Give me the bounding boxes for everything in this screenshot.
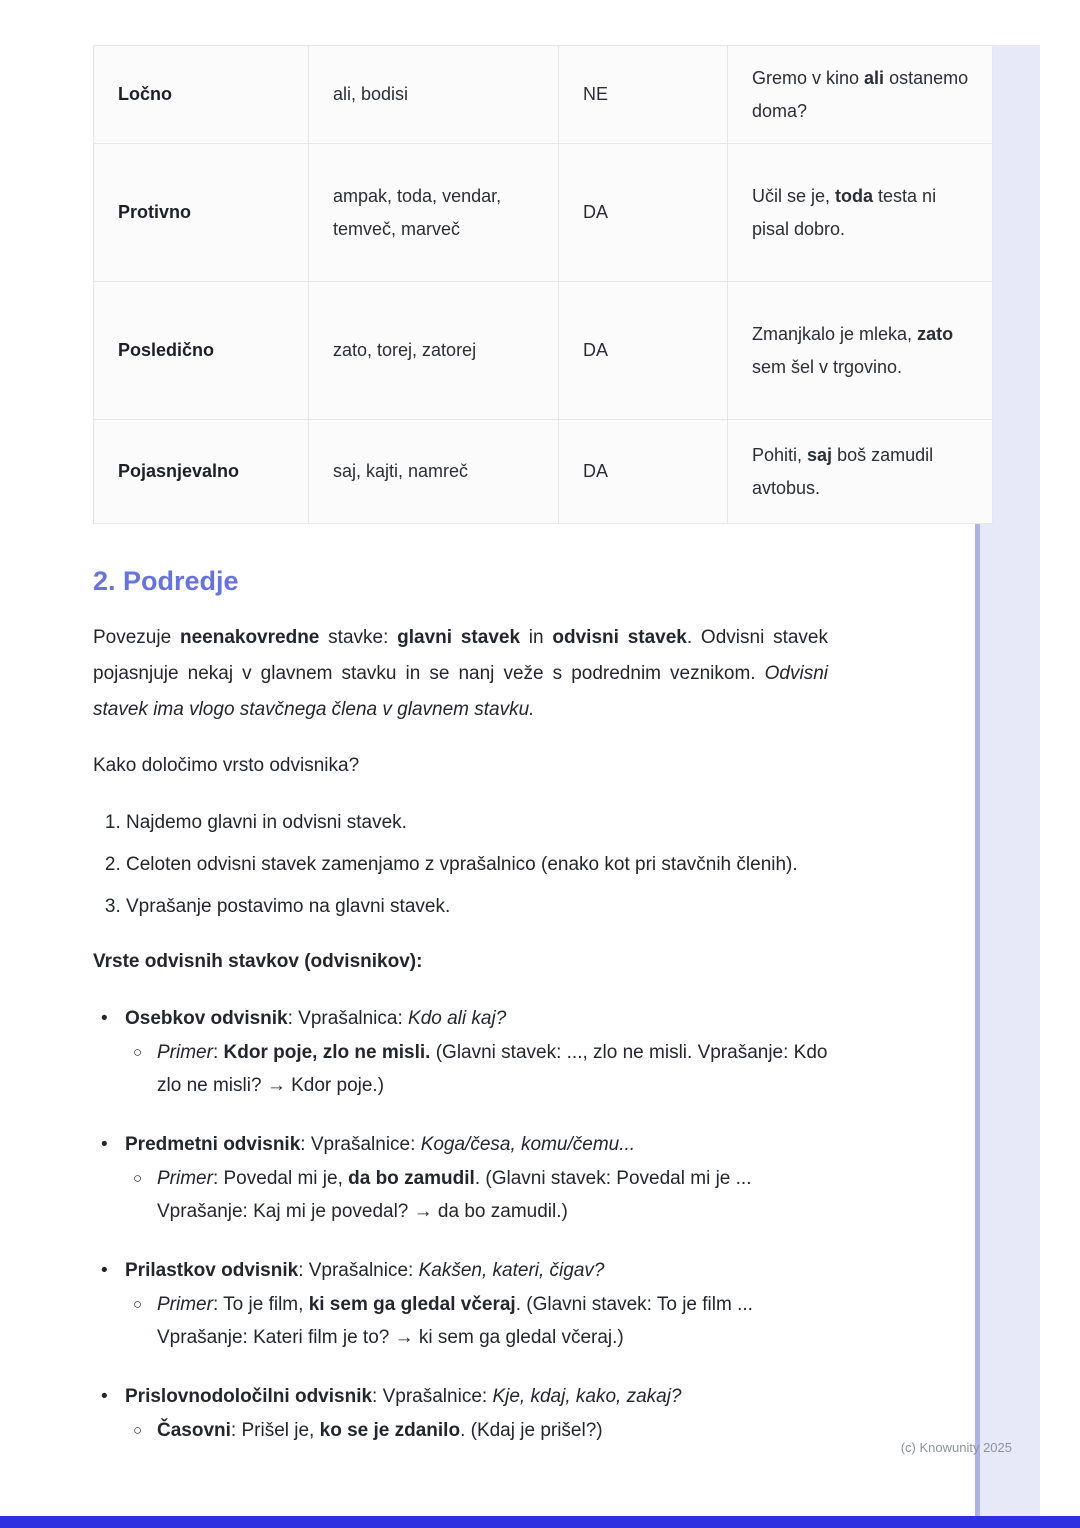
type-main-text: Predmetni odvisnik: Vprašalnice: Koga/česa, komu/čemu... xyxy=(125,1134,636,1155)
conjunction-type-cell: Posledično xyxy=(94,282,309,420)
type-main-line xyxy=(93,1128,828,1161)
comma-cell: DA xyxy=(559,144,728,282)
conjunction-type-cell: Ločno xyxy=(94,46,309,144)
type-example-line xyxy=(93,1162,828,1228)
type-example-text: Časovni: Prišel je, ko se je zdanilo. (Kdaj je prišel?) xyxy=(157,1420,603,1441)
example-cell: Zmanjkalo je mleka, zato sem šel v trgovino. xyxy=(728,282,993,420)
type-main-text: Osebkov odvisnik: Vprašalnica: Kdo ali kaj? xyxy=(125,1008,507,1029)
list-item xyxy=(93,1128,828,1228)
type-main-line xyxy=(93,1380,828,1413)
example-cell: Pohiti, saj boš zamudil avtobus. xyxy=(728,420,993,524)
list-item xyxy=(93,1380,828,1447)
list-item xyxy=(93,1254,828,1354)
comma-cell: NE xyxy=(559,46,728,144)
type-example-line xyxy=(93,1414,828,1447)
type-example-text: Primer: To je film, ki sem ga gledal včeraj. (Glavni stavek: To je film ... Vprašanje: Kateri film je to? → ki sem ga gledal včeraj.) xyxy=(157,1294,753,1348)
conjunction-words-cell: ampak, toda, vendar, temveč, marveč xyxy=(309,144,559,282)
table-row xyxy=(94,282,993,420)
table-row xyxy=(94,420,993,524)
step-item: 2. Celoten odvisni stavek zamenjamo z vprašalnico (enako kot pri stavčnih členih). xyxy=(126,848,828,882)
list-item xyxy=(93,1002,828,1102)
watermark: (c) Knowunity 2025 xyxy=(900,1440,1012,1455)
type-main-line xyxy=(93,1254,828,1287)
type-example-text: Primer: Povedal mi je, da bo zamudil. (Glavni stavek: Povedal mi je ... Vprašanje: Kaj mi je povedal? → da bo zamudil.) xyxy=(157,1168,752,1222)
bottom-accent-bar xyxy=(0,1516,1080,1528)
type-main-line xyxy=(93,1002,828,1035)
section-heading: 2. Podredje xyxy=(93,566,239,596)
type-example-text: Primer: Kdor poje, zlo ne misli. (Glavni stavek: ..., zlo ne misli. Vprašanje: Kdo zlo ne misli? → Kdor poje.) xyxy=(157,1042,828,1096)
step-item: 1. Najdemo glavni in odvisni stavek. xyxy=(126,806,828,840)
type-main-text: Prilastkov odvisnik: Vprašalnice: Kakšen, kateri, čigav? xyxy=(125,1260,605,1281)
conjunction-type-cell: Protivno xyxy=(94,144,309,282)
comma-cell: DA xyxy=(559,420,728,524)
conjunction-words-cell: saj, kajti, namreč xyxy=(309,420,559,524)
type-main-text: Prislovnodoločilni odvisnik: Vprašalnice: Kje, kdaj, kako, zakaj? xyxy=(125,1386,682,1407)
circle-bullet-icon: ○ xyxy=(133,1170,143,1187)
circle-bullet-icon: ○ xyxy=(133,1044,143,1061)
example-cell: Učil se je, toda testa ni pisal dobro. xyxy=(728,144,993,282)
bullet-icon: • xyxy=(101,1008,108,1029)
type-example-line xyxy=(93,1036,828,1102)
type-example-line xyxy=(93,1288,828,1354)
conjunction-type-cell: Pojasnjevalno xyxy=(94,420,309,524)
bullet-icon: • xyxy=(101,1134,108,1155)
bullet-icon: • xyxy=(101,1386,108,1407)
intro-paragraph: Povezuje neenakovredne stavke: glavni stavek in odvisni stavek. Odvisni stavek pojasnjuje nekaj v glavnem stavku in se nanj veže s podrednim veznikom. Odvisni stavek ima vlogo stavčnega člena v glavnem stavku. xyxy=(93,627,828,720)
circle-bullet-icon: ○ xyxy=(133,1296,143,1313)
question-line: Kako določimo vrsto odvisnika? xyxy=(93,755,360,776)
example-cell: Gremo v kino ali ostanemo doma? xyxy=(728,46,993,144)
conjunction-words-cell: ali, bodisi xyxy=(309,46,559,144)
document-page xyxy=(93,45,969,1447)
step-item: 3. Vprašanje postavimo na glavni stavek. xyxy=(126,890,828,924)
types-subtitle: Vrste odvisnih stavkov (odvisnikov): xyxy=(93,951,423,972)
comma-cell: DA xyxy=(559,282,728,420)
circle-bullet-icon: ○ xyxy=(133,1422,143,1439)
bullet-icon: • xyxy=(101,1260,108,1281)
steps-list xyxy=(93,806,828,924)
table-row xyxy=(94,144,993,282)
table-row xyxy=(94,46,993,144)
conjunction-words-cell: zato, torej, zatorej xyxy=(309,282,559,420)
conjunction-table xyxy=(93,45,993,524)
